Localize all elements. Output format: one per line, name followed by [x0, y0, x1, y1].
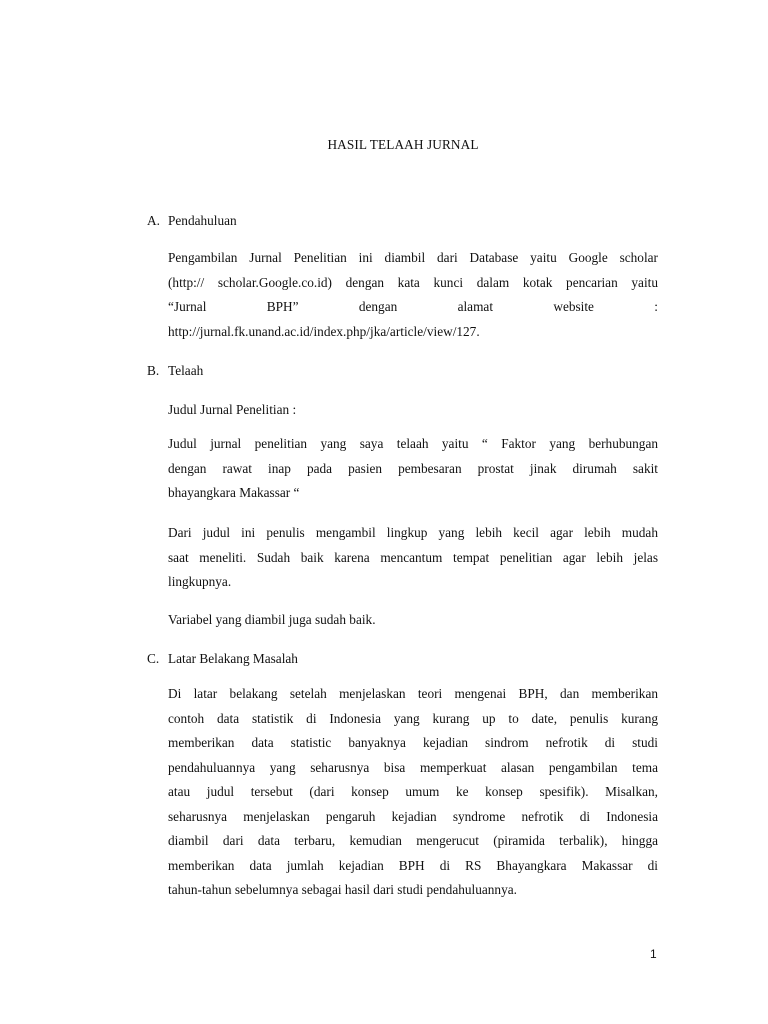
word: :: [654, 299, 658, 314]
paragraph-line: bhayangkara Makassar “: [168, 485, 300, 500]
paragraph-line: memberikan data jumlah kejadian BPH di RS Bhayangkara Makassar di: [168, 857, 658, 873]
komentar-paragraph: [168, 521, 658, 595]
paragraph-line: saat meneliti. Sudah baik karena mencantum tempat penelitian agar lebih jelas: [168, 549, 658, 565]
paragraph-line: Di latar belakang setelah menjelaskan teori mengenai BPH, dan memberikan: [168, 686, 658, 701]
section-heading-a: [147, 213, 237, 229]
section-letter: C.: [147, 651, 160, 666]
paragraph-line: dengan rawat inap pada pasien pembesaran prostat jinak dirumah sakit: [168, 460, 658, 476]
section-heading-b: [147, 363, 203, 379]
word: BPH”: [266, 299, 299, 314]
journal-url: http://jurnal.fk.unand.ac.id/index.php/jka/article/view/127.: [168, 323, 480, 339]
judul-paragraph: [168, 432, 658, 506]
paragraph-line: tahun-tahun sebelumnya sebagai hasil dari studi pendahuluannya.: [168, 882, 517, 897]
document-title: HASIL TELAAH JURNAL: [327, 137, 479, 152]
variabel-paragraph: Variabel yang diambil juga sudah baik.: [168, 612, 376, 627]
word: dengan: [358, 299, 398, 314]
paragraph-line: contoh data statistik di Indonesia yang kurang up to date, penulis kurang: [168, 710, 658, 726]
section-title: Pendahuluan: [168, 213, 237, 228]
latar-belakang-paragraph: [168, 682, 658, 903]
page-number: 1: [650, 947, 657, 961]
paragraph-line: Pengambilan Jurnal Penelitian ini diambil dari Database yaitu Google scholar: [168, 250, 658, 265]
judul-label: Judul Jurnal Penelitian :: [168, 402, 297, 417]
paragraph-line: Judul jurnal penelitian yang saya telaah yaitu “ Faktor yang berhubungan: [168, 436, 658, 451]
paragraph-line: seharusnya menjelaskan pengaruh kejadian syndrome nefrotik di Indonesia: [168, 808, 658, 824]
paragraph-line: atau judul tersebut (dari konsep umum ke konsep spesifik). Misalkan,: [168, 784, 658, 799]
paragraph-line: diambil dari data terbaru, kemudian mengerucut (piramida terbalik), hingga: [168, 833, 658, 848]
paragraph-line: [168, 295, 658, 320]
word: “Jurnal: [168, 299, 207, 314]
paragraph-line: pendahuluannya yang seharusnya bisa memperkuat alasan pengambilan tema: [168, 759, 658, 775]
word: website: [553, 299, 594, 314]
paragraph-line: Dari judul ini penulis mengambil lingkup yang lebih kecil agar lebih mudah: [168, 525, 658, 540]
paragraph-line: lingkupnya.: [168, 574, 232, 589]
paragraph-line: (http:// scholar.Google.co.id) dengan kata kunci dalam kotak pencarian yaitu: [168, 274, 658, 290]
pendahuluan-paragraph: [168, 246, 658, 344]
section-heading-c: [147, 651, 298, 667]
section-title: Latar Belakang Masalah: [168, 651, 298, 666]
section-title: Telaah: [168, 363, 204, 378]
section-letter: A.: [147, 213, 160, 228]
word: alamat: [457, 299, 494, 314]
paragraph-line: memberikan data statistic banyaknya kejadian sindrom nefrotik di studi: [168, 735, 658, 750]
section-letter: B.: [147, 363, 160, 378]
